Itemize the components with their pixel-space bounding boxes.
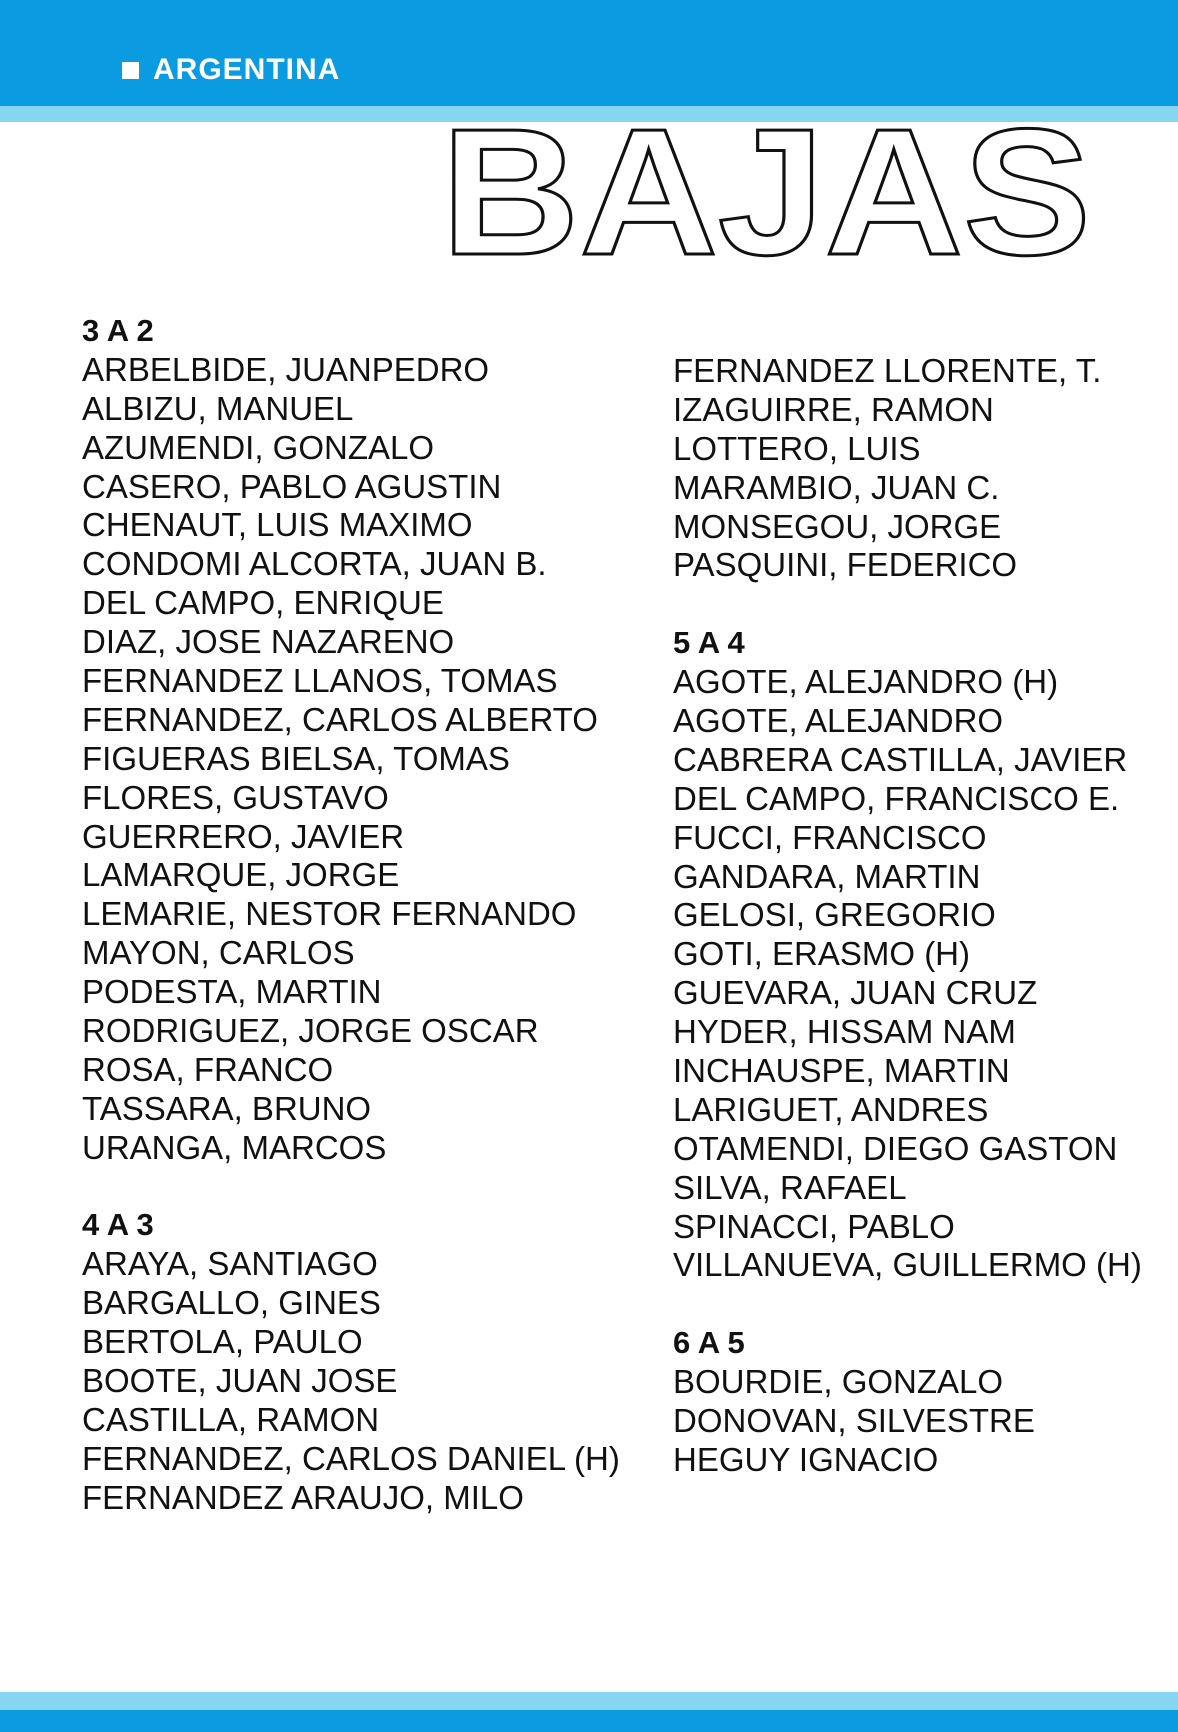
- group-3a2: [82, 312, 622, 1168]
- list-item: LOTTERO, LUIS: [673, 429, 921, 467]
- list-item: FERNANDEZ, CARLOS ALBERTO: [82, 700, 598, 738]
- list-item: DEL CAMPO, ENRIQUE: [82, 584, 444, 622]
- footer-stripe: [0, 1692, 1178, 1710]
- list-item: FLORES, GUSTAVO: [82, 778, 389, 816]
- list-item: CASTILLA, RAMON: [82, 1400, 380, 1438]
- list-item: SPINACCI, PABLO: [673, 1207, 955, 1245]
- list-item: FIGUERAS BIELSA, TOMAS: [82, 739, 510, 777]
- list-item: BOOTE, JUAN JOSE: [82, 1362, 398, 1400]
- list-item: CONDOMI ALCORTA, JUAN B.: [82, 545, 547, 583]
- list-item: CABRERA CASTILLA, JAVIER: [673, 740, 1128, 778]
- list-item: PODESTA, MARTIN: [82, 973, 382, 1011]
- group-6a5: [673, 1324, 1178, 1480]
- name-list: [673, 352, 1178, 585]
- page-title: [436, 118, 1096, 266]
- list-item: DIAZ, JOSE NAZARENO: [82, 623, 455, 661]
- list-item: TASSARA, BRUNO: [82, 1089, 372, 1127]
- list-item: AGOTE, ALEJANDRO: [673, 702, 1004, 740]
- list-item: MARAMBIO, JUAN C.: [673, 468, 1000, 506]
- group-title: 6 A 5: [673, 1325, 745, 1361]
- name-list: [673, 1363, 1178, 1480]
- list-item: OTAMENDI, DIEGO GASTON: [673, 1129, 1118, 1167]
- list-item: GUERRERO, JAVIER: [82, 817, 405, 855]
- list-item: FERNANDEZ, CARLOS DANIEL (H): [82, 1439, 620, 1477]
- list-item: MAYON, CARLOS: [82, 934, 355, 972]
- list-item: CHENAUT, LUIS MAXIMO: [82, 506, 473, 544]
- list-item: HYDER, HISSAM NAM: [673, 1013, 1016, 1051]
- list-item: ALBIZU, MANUEL: [82, 389, 354, 427]
- list-item: GUEVARA, JUAN CRUZ: [673, 974, 1038, 1012]
- list-item: FERNANDEZ LLORENTE, T.: [673, 352, 1102, 389]
- list-item: LEMARIE, NESTOR FERNANDO: [82, 895, 577, 933]
- list-item: MONSEGOU, JORGE: [673, 507, 1002, 545]
- group-5a4: [673, 624, 1178, 1285]
- list-item: IZAGUIRRE, RAMON: [673, 390, 994, 428]
- list-item: LARIGUET, ANDRES: [673, 1090, 989, 1128]
- list-item: BARGALLO, GINES: [82, 1284, 381, 1322]
- square-icon: [122, 62, 139, 79]
- list-item: VILLANUEVA, GUILLERMO (H): [673, 1246, 1142, 1284]
- list-item: FERNANDEZ ARAUJO, MILO: [82, 1478, 524, 1516]
- name-list: [673, 663, 1178, 1285]
- list-item: URANGA, MARCOS: [82, 1128, 387, 1166]
- list-item: LAMARQUE, JORGE: [82, 856, 400, 894]
- list-item: RODRIGUEZ, JORGE OSCAR: [82, 1012, 539, 1050]
- group-4a3-continued: [673, 352, 1178, 585]
- list-item: ROSA, FRANCO: [82, 1050, 334, 1088]
- group-title: 4 A 3: [82, 1207, 154, 1243]
- list-item: BERTOLA, PAULO: [82, 1323, 363, 1361]
- section-label: [122, 50, 340, 90]
- name-list: [82, 351, 622, 1168]
- group-title: 3 A 2: [82, 313, 154, 348]
- left-column: [82, 312, 622, 1557]
- list-item: AZUMENDI, GONZALO: [82, 428, 435, 466]
- footer-band: [0, 1710, 1178, 1732]
- page-title-text: BAJAS: [441, 118, 1091, 266]
- list-item: SILVA, RAFAEL: [673, 1168, 907, 1206]
- list-item: FUCCI, FRANCISCO: [673, 818, 987, 856]
- list-item: GELOSI, GREGORIO: [673, 896, 996, 934]
- list-item: DONOVAN, SILVESTRE: [673, 1402, 1035, 1440]
- list-item: BOURDIE, GONZALO: [673, 1363, 1004, 1401]
- group-4a3: [82, 1206, 622, 1517]
- list-item: DEL CAMPO, FRANCISCO E.: [673, 779, 1120, 817]
- right-column: [673, 352, 1178, 1519]
- list-item: PASQUINI, FEDERICO: [673, 546, 1018, 584]
- list-item: HEGUY IGNACIO: [673, 1440, 939, 1478]
- group-title: 5 A 4: [673, 625, 745, 661]
- list-item: CASERO, PABLO AGUSTIN: [82, 467, 502, 505]
- list-item: INCHAUSPE, MARTIN: [673, 1052, 1010, 1090]
- name-list: [82, 1245, 622, 1517]
- list-item: GOTI, ERASMO (H): [673, 935, 970, 973]
- list-item: FERNANDEZ LLANOS, TOMAS: [82, 662, 558, 700]
- list-item: GANDARA, MARTIN: [673, 857, 981, 895]
- list-item: ARAYA, SANTIAGO: [82, 1245, 378, 1283]
- section-name: ARGENTINA: [153, 53, 341, 86]
- list-item: ARBELBIDE, JUANPEDRO: [82, 350, 490, 388]
- list-item: AGOTE, ALEJANDRO (H): [673, 663, 1059, 701]
